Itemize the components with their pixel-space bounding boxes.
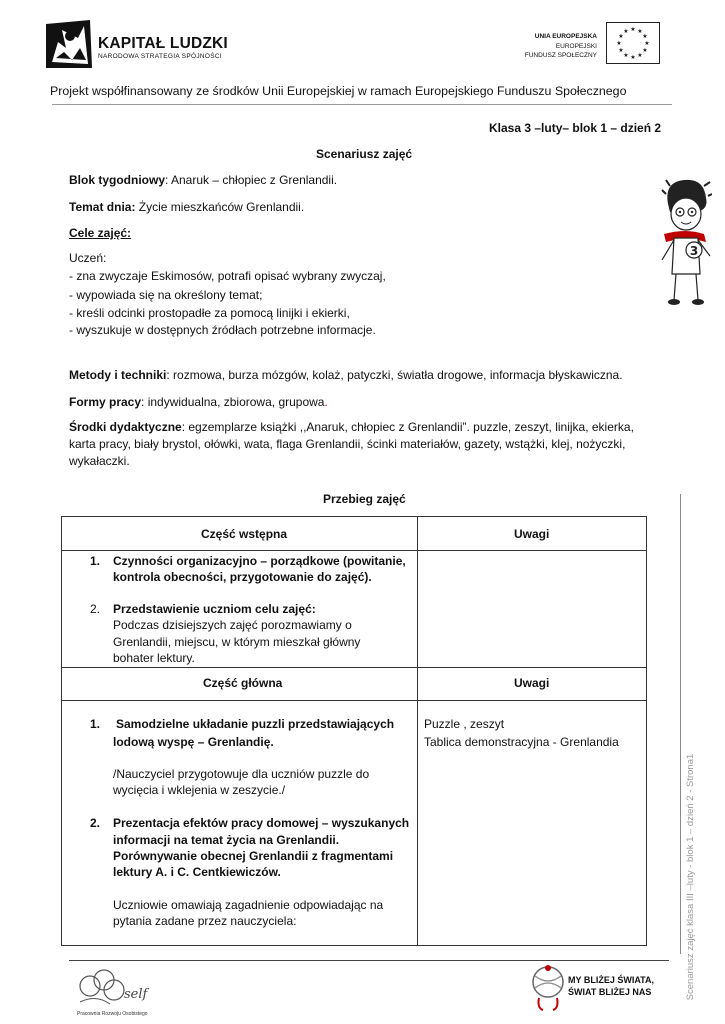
main-item-2-note: pytania zadane przez nauczyciela: xyxy=(113,914,297,928)
intro-item-1-line: kontrola obecności, przygotowanie do zajęć). xyxy=(113,570,372,584)
main-item-2-line: Porównywanie obecnej Grenlandii z fragmentami xyxy=(113,849,394,863)
side-divider xyxy=(680,494,681,954)
svg-text:★: ★ xyxy=(644,40,650,47)
metody-value: : rozmowa, burza mózgów, kolaż, patyczki, światła drogowe, informacja błyskawiczna. xyxy=(166,368,623,382)
item-number: 2. xyxy=(90,816,101,830)
table-row-divider xyxy=(61,700,647,701)
eu-line-3: FUNDUSZ SPOŁECZNY xyxy=(524,52,597,59)
side-page-label: Scenariusz zajęć klasa III –luty - blok 1 – dzień 2 - Strona1 xyxy=(685,753,696,1001)
main-item-2-line: informacji na temat życia na Grenlandii. xyxy=(113,833,340,847)
srodki-value: : egzemplarze książki ,,Anaruk, chłopiec z Grenlandii”. puzzle, zeszyt, linijka, ekierka, xyxy=(181,420,634,434)
svg-text:★: ★ xyxy=(642,33,648,40)
blok-row xyxy=(69,172,337,189)
self-logo-icon xyxy=(76,966,152,1010)
svg-text:★: ★ xyxy=(618,33,624,40)
table-row-divider xyxy=(61,550,647,551)
table-column-divider xyxy=(417,516,418,946)
main-item-1-line: lodową wyspę – Grenlandię. xyxy=(113,735,274,749)
svg-text:★: ★ xyxy=(623,52,629,59)
intro-item-2-line: bohater lektury. xyxy=(113,651,195,665)
mbs-slogan xyxy=(568,974,654,998)
intro-item-2-title: Przedstawienie uczniom celu zajęć: xyxy=(113,602,316,616)
mascot-number: 3 xyxy=(689,244,699,258)
intro-item-2-line: Grenlandii, miejscu, w którym mieszkał główny xyxy=(113,635,361,649)
main-item-2-line: lektury A. i C. Centkiewiczów. xyxy=(113,865,281,879)
srodki-line: wykałaczki. xyxy=(69,454,130,468)
eu-line-2: EUROPEJSKI xyxy=(555,42,597,50)
goal-item: - wyszukuje w dostępnych źródłach potrzebne informacje. xyxy=(69,323,376,337)
temat-row xyxy=(69,199,304,216)
srodki-row xyxy=(69,419,634,436)
blok-label: Blok tygodniowy xyxy=(69,173,165,187)
metody-row xyxy=(69,367,623,384)
project-cofinancing-line: Projekt współfinansowany ze środków Unii Europejskiej w ramach Europejskiego Funduszu Społecznego xyxy=(50,84,627,98)
svg-text:★: ★ xyxy=(630,54,636,61)
mbs-line: MY BLIŻEJ ŚWIATA, xyxy=(568,975,655,985)
svg-text:★: ★ xyxy=(623,28,629,35)
intro-item-1-line: Czynności organizacyjno – porządkowe (powitanie, xyxy=(113,554,406,568)
svg-text:★: ★ xyxy=(616,40,622,47)
blok-value: : Anaruk – chłopiec z Grenlandii. xyxy=(165,173,338,187)
intro-item-2-line: Podczas dzisiejszych zajęć porozmawiamy o xyxy=(113,618,352,632)
self-caption: Pracownia Rozwoju Osobistego xyxy=(77,1011,148,1017)
main-item-1-note: /Nauczyciel przygotowuje dla uczniów puzzle do xyxy=(113,767,370,781)
footer-divider xyxy=(69,960,669,961)
item-number: 1. xyxy=(90,554,101,568)
kapital-ludzki-title: KAPITAŁ LUDZKI xyxy=(98,35,228,52)
table-header-intro: Część wstępna xyxy=(201,527,288,541)
uwagi-main-line: Tablica demonstracyjna - Grenlandia xyxy=(424,735,619,749)
table-header-uwagi: Uwagi xyxy=(514,527,550,541)
przebieg-title: Przebieg zajęć xyxy=(323,492,406,506)
main-item-1-line: Samodzielne układanie puzzli przedstawiających xyxy=(116,717,395,731)
kapital-ludzki-subtitle: NARODOWA STRATEGIA SPÓJNOŚCI xyxy=(98,53,222,60)
main-item-1-note: wycięcia i wklejenia w zeszycie./ xyxy=(113,783,286,797)
svg-text:★: ★ xyxy=(630,26,636,33)
header-divider xyxy=(52,104,672,105)
main-item-2-line: Prezentacja efektów pracy domowej – wyszukanych xyxy=(113,816,410,830)
self-logo-word: self xyxy=(124,987,148,1002)
main-item-2-note: Uczniowie omawiają zagadnienie odpowiadając na xyxy=(113,898,384,912)
eu-fund-label xyxy=(500,32,597,61)
goal-item: - zna zwyczaje Eskimosów, potrafi opisać wybrany zwyczaj, xyxy=(69,269,386,283)
table-header-uwagi: Uwagi xyxy=(514,676,550,690)
mbs-line: ŚWIAT BLIŻEJ NAS xyxy=(568,987,652,997)
cele-label: Cele zajęć: xyxy=(69,226,132,240)
formy-value: : indywidualna, zbiorowa, grupowa xyxy=(141,395,325,409)
metody-label: Metody i techniki xyxy=(69,368,167,382)
temat-value: Życie mieszkańców Grenlandii. xyxy=(135,200,305,214)
globe-people-icon xyxy=(531,962,565,1012)
item-number: 1. xyxy=(90,717,101,731)
svg-text:★: ★ xyxy=(642,47,648,54)
svg-text:★: ★ xyxy=(637,52,643,59)
formy-dot: . xyxy=(324,395,328,409)
formy-row xyxy=(69,394,328,411)
document-title: Scenariusz zajęć xyxy=(316,147,413,161)
uwagi-main-line: Puzzle , zeszyt xyxy=(424,717,505,731)
temat-label: Temat dnia: xyxy=(69,200,136,214)
kapital-ludzki-logo-icon xyxy=(44,18,94,70)
table-header-main: Część główna xyxy=(203,676,283,690)
table-row-divider xyxy=(61,667,647,668)
svg-text:★: ★ xyxy=(637,28,643,35)
class-info: Klasa 3 –luty– blok 1 – dzień 2 xyxy=(489,121,662,135)
goal-item: - wypowiada się na określony temat; xyxy=(69,288,263,302)
item-number: 2. xyxy=(90,602,101,616)
svg-text:★: ★ xyxy=(618,47,624,54)
eu-line-1: UNIA EUROPEJSKA xyxy=(534,33,597,40)
goal-item: - kreśli odcinki prostopadłe za pomocą linijki i ekierki, xyxy=(69,306,350,320)
srodki-label: Środki dydaktyczne xyxy=(69,420,182,434)
eu-flag-icon xyxy=(606,22,660,64)
mascot-boy-icon xyxy=(660,176,712,308)
srodki-line: karta pracy, biały brystol, ołówki, wata, flaga Grenlandii, ścinki materiałów, gazety, wstążki, klej, nożyczki, xyxy=(69,437,626,451)
uczen-label: Uczeń: xyxy=(69,251,107,265)
formy-label: Formy pracy xyxy=(69,395,142,409)
